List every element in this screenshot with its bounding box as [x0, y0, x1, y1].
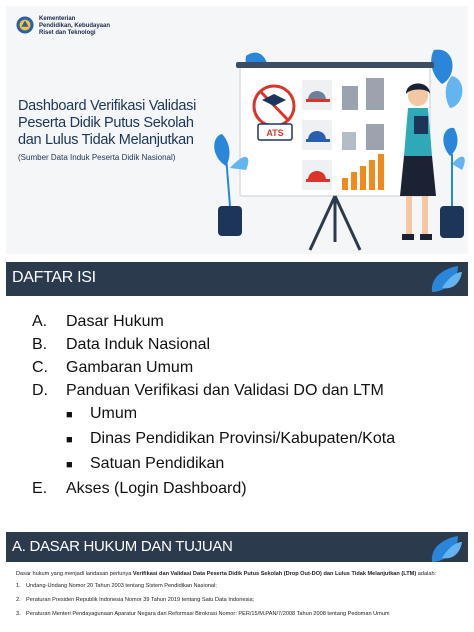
toc-subitem-label: Dinas Pendidikan Provinsi/Kabupaten/Kota	[90, 430, 396, 447]
section-header-band	[6, 532, 468, 562]
law-intro-text: Dasar hukum yang menjadi landasan perlunya	[16, 571, 133, 577]
toc-item[interactable]	[32, 379, 395, 402]
ministry-logo-block	[16, 16, 110, 37]
tut-wuri-handayani-logo-icon	[16, 16, 34, 34]
law-intro-bold: Verifikasi dan Validasi Data Peserta Didik Putus Sekolah (Drop Out-DO) dan Lulus Tidak Melanjutkan (LTM)	[132, 571, 417, 577]
leaf-decoration-icon	[431, 50, 452, 84]
toc-item-letter: B.	[32, 336, 48, 353]
toc-subitem[interactable]	[32, 427, 395, 452]
toc-item[interactable]	[32, 356, 395, 379]
toc-item-letter: E.	[32, 480, 48, 497]
law-intro-end: adalah:	[416, 571, 437, 577]
ministry-line-1: Kementerian	[39, 16, 76, 22]
law-item-number: 1.	[16, 583, 21, 589]
square-bullet-icon: ■	[66, 459, 73, 471]
law-intro	[16, 570, 462, 578]
toc-item-letter: D.	[32, 382, 48, 399]
law-list-item	[16, 596, 462, 604]
law-item-text: Peraturan Menteri Pendayagunaan Aparatur Negara dan Reformasi Birokrasi Nomor: PER/15/M.PAN/7/2008 Tahun 2008 tentang Pedoman Umum	[26, 611, 390, 617]
leaf-decoration-icon	[424, 532, 464, 566]
cover-title-line-1: Dashboard Verifikasi Validasi	[18, 98, 197, 114]
ministry-line-2: Pendidikan, Kebudayaan	[39, 23, 111, 29]
toc-heading: DAFTAR ISI	[12, 269, 96, 286]
section-header-band	[6, 262, 468, 296]
toc-item-label: Data Induk Nasional	[66, 336, 211, 353]
toc-subitem-label: Satuan Pendidikan	[90, 455, 225, 472]
toc-item-label: Gambaran Umum	[66, 359, 194, 376]
cover-title-line-2: Peserta Didik Putus Sekolah	[18, 115, 194, 131]
toc-item-letter: C.	[32, 359, 48, 376]
toc-subitem[interactable]	[32, 402, 395, 427]
toc-item[interactable]	[32, 477, 395, 500]
law-list-item	[16, 582, 462, 590]
law-item-text: Peraturan Presiden Republik Indonesia Nomor 39 Tahun 2019 tentang Satu Data Indonesia;	[26, 597, 255, 603]
law-item-text: Undang-Undang Nomor 20 Tahun 2003 tentang Sistem Pendidikan Nasional;	[26, 583, 217, 589]
ministry-name	[39, 16, 110, 37]
cover-subtitle: (Sumber Data Induk Peserta Didik Nasional)	[18, 153, 176, 162]
toc-item-letter: A.	[32, 313, 48, 330]
law-list-item	[16, 610, 462, 618]
presentation-illustration	[206, 46, 468, 254]
toc-item-label: Akses (Login Dashboard)	[66, 480, 247, 497]
toc-item-label: Dasar Hukum	[66, 313, 164, 330]
law-item-number: 3.	[16, 611, 21, 617]
leaf-decoration-icon	[446, 76, 463, 108]
cover-title-line-3: dan Lulus Tidak Melanjutkan	[18, 132, 194, 148]
toc-item[interactable]	[32, 310, 395, 333]
toc-list	[32, 310, 395, 500]
square-bullet-icon: ■	[66, 409, 73, 421]
law-item-number: 2.	[16, 597, 21, 603]
toc-item-label: Panduan Verifikasi dan Validasi DO dan LTM	[66, 382, 384, 399]
toc-subitem-label: Umum	[90, 405, 138, 422]
legal-basis-slide	[6, 532, 468, 632]
school-caps	[302, 80, 332, 190]
table-of-contents-slide	[6, 262, 468, 506]
ministry-line-3: Riset dan Teknologi	[39, 30, 96, 36]
cover-slide	[6, 6, 468, 254]
toc-subitem[interactable]	[32, 452, 395, 477]
toc-item[interactable]	[32, 333, 395, 356]
leaf-decoration-icon	[424, 262, 464, 296]
plant-right-icon	[440, 128, 465, 238]
ats-label: ATS	[266, 128, 284, 138]
square-bullet-icon: ■	[66, 434, 73, 446]
law-body	[16, 570, 462, 624]
cover-title	[18, 98, 218, 149]
law-heading: A. DASAR HUKUM DAN TUJUAN	[12, 538, 233, 555]
